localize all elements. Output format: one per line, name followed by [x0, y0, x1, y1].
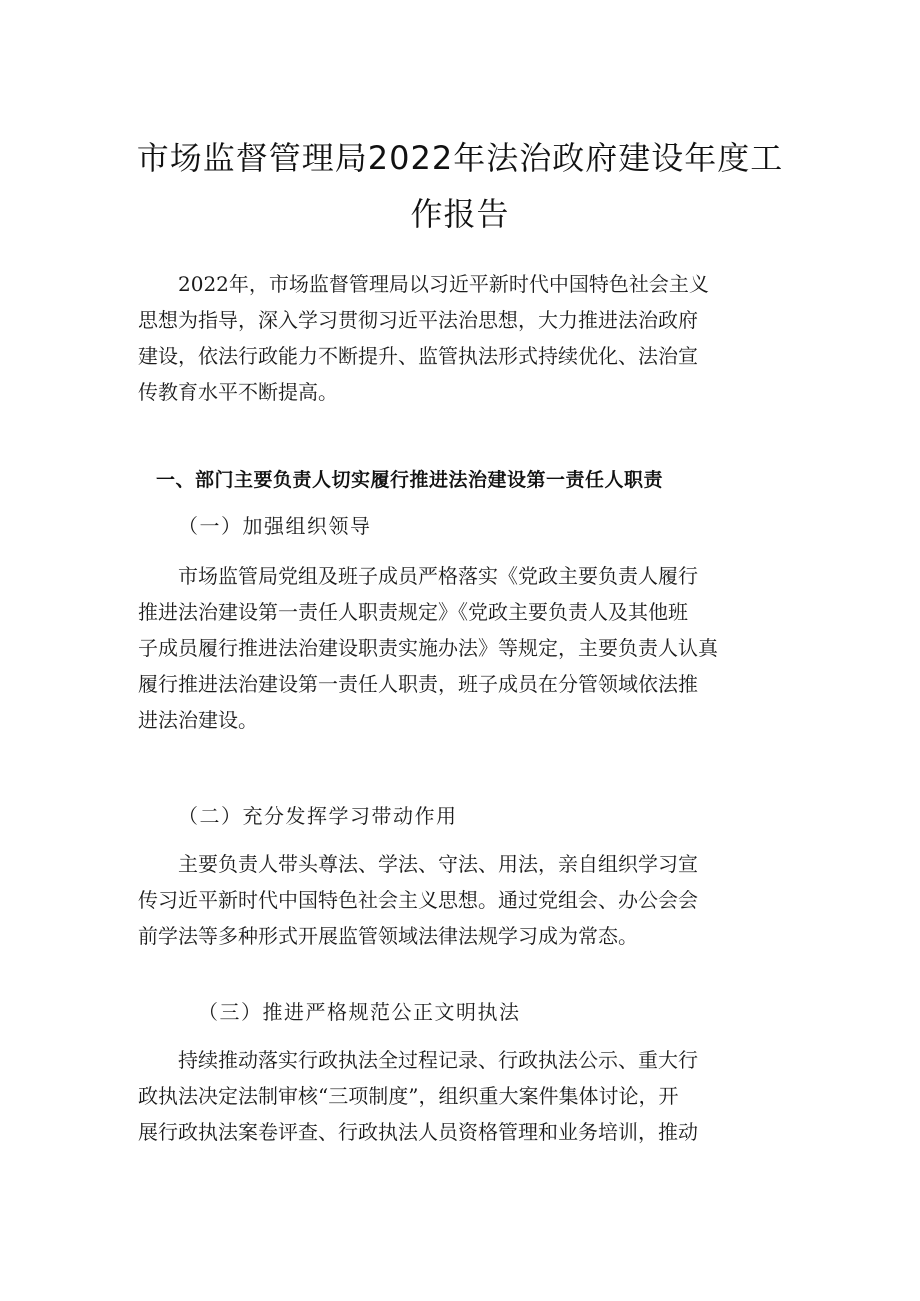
- paragraph-line: 推进法治建设第一责任人职责规定》《党政主要负责人及其他班: [138, 600, 688, 624]
- paragraph-line: 传习近平新时代中国特色社会主义思想。通过党组会、办公会会: [138, 888, 698, 912]
- subsection-1-paragraph: [138, 558, 788, 738]
- intro-line: 传教育水平不断提高。: [138, 380, 338, 404]
- intro-paragraph: [138, 266, 788, 410]
- paragraph-line: 进法治建设。: [138, 708, 258, 732]
- paragraph-line: 主要负责人带头尊法、学法、守法、用法，亲自组织学习宣: [178, 852, 698, 876]
- intro-line: 思想为指导，深入学习贯彻习近平法治思想，大力推进法治政府: [138, 308, 698, 332]
- paragraph-line: 展行政执法案卷评查、行政执法人员资格管理和业务培训，推动: [138, 1120, 698, 1144]
- paragraph-line: 前学法等多种形式开展监管领域法律法规学习成为常态。: [138, 924, 638, 948]
- paragraph-line: 政执法决定法制审核“三项制度”，组织重大案件集体讨论，开: [138, 1084, 679, 1108]
- paragraph-line: 履行推进法治建设第一责任人职责，班子成员在分管领域依法推: [138, 672, 698, 696]
- intro-line: 建设，依法行政能力不断提升、监管执法形式持续优化、法治宣: [138, 344, 698, 368]
- paragraph-line: 持续推动落实行政执法全过程记录、行政执法公示、重大行: [178, 1048, 698, 1072]
- subsection-2-paragraph: [138, 846, 788, 954]
- subsection-2-heading: （二）充分发挥学习带动作用: [178, 804, 458, 828]
- subsection-3-paragraph: [138, 1042, 788, 1150]
- paragraph-line: 市场监管局党组及班子成员严格落实《党政主要负责人履行: [178, 564, 698, 588]
- paragraph-line: 子成员履行推进法治建设职责实施办法》等规定，主要负责人认真: [138, 636, 718, 660]
- section-1-heading: 一、部门主要负责人切实履行推进法治建设第一责任人职责: [156, 469, 664, 491]
- title-line-2: 作报告: [410, 195, 510, 233]
- document-title: [118, 138, 802, 234]
- subsection-3-heading: （三）推进严格规范公正文明执法: [198, 1000, 521, 1024]
- subsection-1-heading: （一）加强组织领导: [178, 514, 372, 538]
- intro-line: 2022年，市场监督管理局以习近平新时代中国特色社会主义: [178, 272, 709, 296]
- title-line-1: 市场监督管理局2022年法治政府建设年度工: [136, 139, 784, 177]
